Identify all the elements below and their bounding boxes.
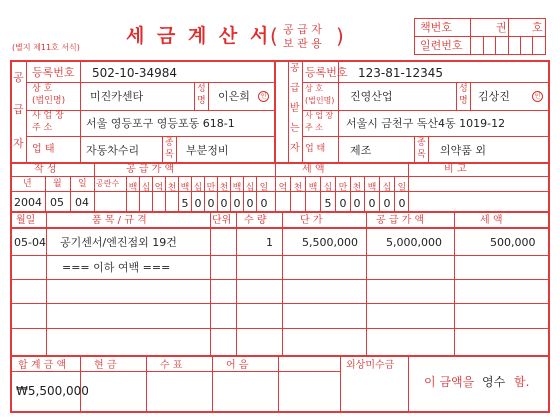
buyer-item-label-2: 목 [417,150,426,160]
col-month-day: 월일 [16,215,36,226]
row-unit-price: 5,500,000 [302,236,358,249]
supplier-reg-no: 502-10-34984 [92,66,178,80]
supplier-name: 미진카센타 [90,90,144,103]
supplier-address-label-1: 사 업 장 [32,111,64,121]
tax-digit-label: 천 [293,183,303,193]
buyer-address-label-1: 사 업 장 [305,111,334,120]
supplier-side-label-1: 공 [13,71,24,84]
supply-digit: 0 [207,197,215,210]
tax-digit-label: 만 [338,183,348,193]
end-of-items-note: === 이하 여백 === [62,261,171,274]
receipt-word: 영수 [482,375,506,389]
supply-digit-label: 십 [193,183,203,193]
supply-digit-label: 십 [245,183,255,193]
supply-digit: 0 [260,197,268,210]
col-unit-price: 단 가 [300,215,323,226]
buyer-item: 의약품 외 [440,144,487,157]
tax-digit-label: 억 [278,183,288,193]
row-tax: 500,000 [490,236,536,249]
day-label: 일 [78,179,87,189]
row-item: 공기센서/엔진점외 19건 [60,236,177,249]
tax-digit: 0 [339,197,347,210]
buyer-item-label-1: 종 [417,138,426,148]
col-qty: 수 량 [244,215,267,226]
tax-digit-label: 십 [382,183,392,193]
supply-digit-label: 억 [154,183,164,193]
form-number: (별지 제11호 서식) [12,43,80,52]
supply-digit-label: 천 [219,183,229,193]
buyer-rep-label-2: 명 [459,96,468,106]
buyer-rep-label-1: 성 [459,84,468,94]
copy-type-paren-close: ) [336,24,344,48]
row-supply-amount: 5,000,000 [386,236,442,249]
book-volume-unit: 권 [496,21,507,34]
note-header: 비 고 [444,164,467,175]
row-qty: 1 [266,236,273,249]
buyer-reg-no: 123-81-12345 [358,66,444,80]
supplier-address: 서울 영등포구 영등포동 618-1 [86,117,235,130]
credit-label: 외상미수금 [346,360,395,371]
buyer-address: 서울시 금천구 독산4동 1019-12 [346,117,506,130]
serial-number-label: 일련번호 [420,39,463,52]
issue-year: 2004 [14,196,42,209]
supplier-item-label-1: 종 [165,138,174,148]
buyer-side-label-3: 받 [290,103,300,114]
check-label: 수 표 [160,360,183,371]
buyer-name-label-2: (법인명) [305,96,335,105]
tax-digit: 0 [368,197,376,210]
copy-type-line-1: 공 급 자 [283,23,322,36]
copy-type-paren-open: ( [270,24,278,48]
month-label: 월 [53,179,62,189]
supply-digit: 0 [194,197,202,210]
supply-digit: 0 [246,197,254,210]
supply-digit-label: 십 [141,183,151,193]
tax-amount-header: 세 액 [302,164,325,175]
buyer-biz-type: 제조 [350,144,372,157]
tax-digit: 0 [383,197,391,210]
supplier-item-label-2: 목 [165,150,174,160]
supplier-rep-label-1: 성 [197,84,206,94]
supplier-rep-name: 이은희 [218,90,250,103]
row-month-day: 05-04 [14,236,46,249]
supply-digit-label: 백 [180,183,190,193]
supplier-address-label-2: 주 소 [32,123,53,133]
year-label: 년 [23,179,32,189]
supplier-side-label-3: 자 [13,137,24,150]
supplier-reg-no-label: 등록번호 [32,66,75,79]
buyer-side-label-1: 공 [290,63,300,74]
copy-type-line-2: 보 관 용 [283,37,322,50]
tax-digit-label: 십 [323,183,333,193]
supplier-side-label-2: 급 [13,103,24,116]
supply-digit-label: 만 [206,183,216,193]
blank-count-label: 공란수 [96,179,120,188]
supply-digit-label: 백 [128,183,138,193]
buyer-biz-type-label: 업 태 [305,144,326,154]
issue-month: 05 [50,196,64,209]
tax-digit-label: 천 [352,183,362,193]
buyer-side-label-4: 는 [290,123,300,134]
supplier-item: 부분정비 [186,144,229,157]
buyer-seal-icon: 인 [532,91,543,102]
supplier-rep-label-2: 명 [197,96,206,106]
buyer-name-label-1: 상 호 [305,84,323,93]
date-header: 작 성 [34,164,57,175]
supply-amount-header: 공 급 가 액 [126,164,175,175]
tax-digit: 0 [398,197,406,210]
promissory-note-label: 어 음 [226,360,249,371]
buyer-side-label-2: 급 [290,83,300,94]
total-amount-label: 합 계 금 액 [18,360,67,371]
buyer-name: 진영산업 [350,90,393,103]
supplier-biz-type: 자동차수리 [86,144,140,157]
col-item: 품 목 / 규 격 [92,215,147,226]
buyer-reg-no-label: 등록번호 [305,66,348,79]
tax-digit: 0 [353,197,361,210]
tax-digit: 5 [324,197,332,210]
tax-digit-label: 백 [367,183,377,193]
issue-day: 04 [75,196,89,209]
supply-digit: 5 [181,197,189,210]
supply-digit: 0 [220,197,228,210]
supply-digit-label: 천 [167,183,177,193]
supplier-biz-type-label: 업 태 [32,144,55,155]
col-unit: 단위 [212,215,232,226]
supply-digit-label: 일 [259,183,269,193]
buyer-address-label-2: 주 소 [305,123,323,132]
page-title: 세 금 계 산 서 [126,25,272,47]
supplier-seal-icon: 인 [258,91,269,102]
supplier-name-label-1: 상 호 [32,84,53,94]
col-tax: 세 액 [480,215,503,226]
tax-digit-label: 백 [308,183,318,193]
supply-digit-label: 백 [232,183,242,193]
tax-digit-label: 일 [397,183,407,193]
col-supply-amount: 공 급 가 액 [376,215,425,226]
supply-digit: 0 [233,197,241,210]
buyer-side-label-5: 자 [290,143,300,154]
supplier-name-label-2: (법인명) [32,96,66,106]
buyer-rep-name: 김상진 [478,90,510,103]
book-number-label: 책번호 [420,21,452,34]
total-amount: ₩5,500,000 [16,384,89,398]
cash-label: 현 금 [94,360,117,371]
book-number-unit: 호 [532,21,543,34]
receipt-text-1: 이 금액을 [424,375,475,389]
receipt-text-2: 함. [514,375,530,389]
